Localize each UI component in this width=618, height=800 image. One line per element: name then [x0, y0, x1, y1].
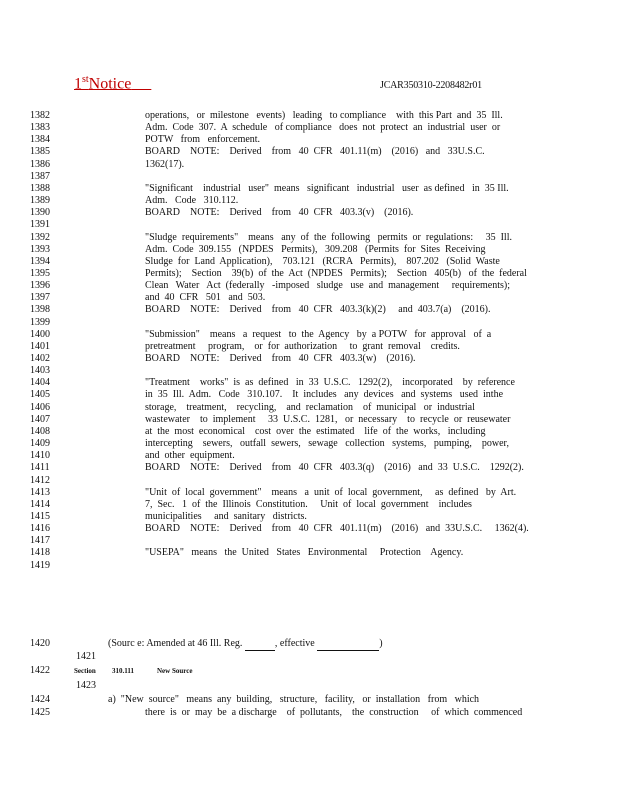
line-number: 1411 [30, 462, 50, 474]
section-text-line [0, 694, 618, 706]
line-text: Adm. Code 307. A schedule of compliance does not protect an industrial user or [145, 122, 501, 134]
text-line [0, 426, 618, 438]
line-text: a) "New source" means any building, structure, facility, or installation from which [108, 694, 480, 705]
line-number: 1397 [30, 292, 50, 304]
section-title: New Source [157, 667, 193, 675]
line-number: 1395 [30, 267, 50, 279]
line-number: 1405 [30, 389, 50, 401]
line-number: 1421 [76, 651, 96, 662]
line-number: 1383 [30, 122, 50, 134]
line-text: BOARD NOTE: Derived from 40 CFR 403.3(q) (2016) and 33 U.S.C. 1292(2). [145, 462, 524, 474]
line-number: 1387 [30, 170, 50, 182]
line-text: BOARD NOTE: Derived from 40 CFR 403.3(k)(2) and 403.7(a) (2016). [145, 304, 491, 316]
line-number: 1409 [30, 438, 50, 450]
text-line [0, 244, 618, 256]
line-number: 1384 [30, 134, 50, 146]
line-number: 1404 [30, 377, 50, 389]
line-text: BOARD NOTE: Derived from 40 CFR 401.11(m) (2016) and 33U.S.C. [145, 146, 485, 158]
line-number: 1398 [30, 304, 50, 316]
line-1421 [0, 651, 618, 663]
effective-date-blank [317, 638, 379, 651]
line-text: "USEPA" means the United States Environmental Protection Agency. [145, 547, 464, 559]
text-line [0, 560, 618, 572]
line-text: wastewater to implement 33 U.S.C. 1281, or necessary to recycle or reusewater [145, 413, 511, 425]
text-line [0, 219, 618, 231]
line-text: at the most economical cost over the estimated life of the works, including [145, 425, 486, 437]
text-line [0, 499, 618, 511]
line-number: 1412 [30, 474, 50, 486]
line-text: "Submission" means a request to the Agency by a POTW for approval of a [145, 328, 492, 340]
line-text: there is or may be a discharge of pollutants, the construction of which commenced [145, 707, 523, 718]
text-line [0, 341, 618, 353]
notice-header: 1stNotice [74, 74, 132, 93]
text-line [0, 329, 618, 341]
text-line [0, 402, 618, 414]
line-text: 1362(17). [145, 158, 185, 170]
line-number: 1419 [30, 559, 50, 571]
line-number: 1420 [30, 638, 50, 649]
line-number: 1410 [30, 450, 50, 462]
line-number: 1390 [30, 207, 50, 219]
line-number: 1425 [30, 707, 50, 718]
line-text: Clean Water Act (federally -imposed sludge use and management requirements); [145, 280, 511, 292]
line-number: 1407 [30, 413, 50, 425]
line-number: 1396 [30, 280, 50, 292]
register-blank [245, 638, 275, 651]
line-number: 1382 [30, 110, 50, 121]
text-line [0, 511, 618, 523]
text-line [0, 159, 618, 171]
line-text: "Significant industrial user" means significant industrial user as defined in 35 Ill. [145, 182, 509, 194]
text-line [0, 475, 618, 487]
text-line [0, 377, 618, 389]
line-text: 7, Sec. 1 of the Illinois Constitution. Unit of local government includes [145, 498, 472, 510]
line-text: in 35 Ill. Adm. Code 310.107. It includes any devices and systems used inthe [145, 389, 504, 401]
line-text: POTW from enforcement. [145, 134, 261, 146]
text-line [0, 280, 618, 292]
text-line [0, 487, 618, 499]
line-number: 1424 [30, 694, 50, 705]
line-number: 1393 [30, 243, 50, 255]
text-line [0, 317, 618, 329]
line-number: 1423 [76, 680, 96, 691]
text-line [0, 134, 618, 146]
line-text: and other equipment. [145, 450, 235, 462]
text-line [0, 438, 618, 450]
line-number: 1413 [30, 486, 50, 498]
line-text: operations, or milestone events) leading to compliance with this Part and 35 Ill. [145, 110, 503, 121]
line-text: pretreatment program, or for authorization to grant removal credits. [145, 340, 460, 352]
source-note-line [0, 638, 618, 650]
line-text: municipalities and sanitary districts. [145, 510, 307, 522]
text-line [0, 171, 618, 183]
text-line [0, 183, 618, 195]
line-text: intercepting sewers, outfall sewers, sewage collection systems, pumping, power, [145, 438, 509, 450]
text-line [0, 389, 618, 401]
text-line [0, 365, 618, 377]
line-text: BOARD NOTE: Derived from 40 CFR 403.3(w) (2016). [145, 353, 416, 364]
text-line [0, 195, 618, 207]
section-heading-line [0, 665, 618, 677]
section-number: 310.111 [112, 667, 134, 675]
line-number: 1414 [30, 498, 50, 510]
text-line [0, 268, 618, 280]
line-number: 1417 [30, 535, 50, 547]
text-line [0, 353, 618, 365]
source-note: (Sourc e: Amended at 46 Ill. Reg. , effective ) [108, 638, 383, 649]
text-line [0, 547, 618, 559]
line-number: 1401 [30, 340, 50, 352]
text-line [0, 122, 618, 134]
section-text-line [0, 707, 618, 719]
text-line [0, 110, 618, 122]
section-label: Section [74, 667, 96, 675]
line-number: 1399 [30, 316, 50, 328]
text-line [0, 414, 618, 426]
line-number: 1391 [30, 219, 50, 231]
line-text: and 40 CFR 501 and 503. [145, 292, 266, 304]
line-number: 1400 [30, 328, 50, 340]
line-number: 1392 [30, 231, 50, 243]
line-number: 1408 [30, 425, 50, 437]
text-line [0, 450, 618, 462]
text-line [0, 304, 618, 316]
line-number: 1416 [30, 523, 50, 535]
line-number: 1403 [30, 365, 50, 377]
line-number: 1385 [30, 146, 50, 158]
line-number: 1389 [30, 195, 50, 207]
line-number: 1394 [30, 255, 50, 267]
text-line [0, 523, 618, 535]
line-text: Adm. Code 310.112. [145, 195, 239, 207]
line-number: 1418 [30, 547, 50, 559]
text-line [0, 232, 618, 244]
line-number: 1388 [30, 182, 50, 194]
text-line [0, 462, 618, 474]
document-id: JCAR350310-2208482r01 [380, 80, 482, 91]
text-line [0, 146, 618, 158]
line-text: Permits); Section 39(b) of the Act (NPDES Permits); Section 405(b) of the federal [145, 267, 527, 279]
text-line [0, 256, 618, 268]
line-number: 1406 [30, 401, 50, 413]
line-text: "Sludge requirements" means any of the following permits or regulations: 35 Ill. [145, 231, 512, 243]
line-1423 [0, 680, 618, 692]
text-line [0, 535, 618, 547]
line-number: 1386 [30, 158, 50, 170]
text-line [0, 207, 618, 219]
text-line [0, 292, 618, 304]
line-text: BOARD NOTE: Derived from 40 CFR 401.11(m) (2016) and 33U.S.C. 1362(4). [145, 523, 529, 535]
line-text: Sludge for Land Application), 703.121 (RCRA Permits), 807.202 (Solid Waste [145, 255, 500, 267]
line-text: storage, treatment, recycling, and reclamation of municipal or industrial [145, 401, 475, 413]
line-text: "Unit of local government" means a unit of local government, as defined by Art. [145, 486, 517, 498]
line-number: 1422 [30, 665, 50, 676]
line-text: "Treatment works" is as defined in 33 U.S.C. 1292(2), incorporated by reference [145, 377, 515, 389]
line-number: 1402 [30, 353, 50, 364]
line-number: 1415 [30, 510, 50, 522]
line-text: Adm. Code 309.155 (NPDES Permits), 309.208 (Permits for Sites Receiving [145, 243, 486, 255]
line-text: BOARD NOTE: Derived from 40 CFR 403.3(v) (2016). [145, 207, 414, 219]
